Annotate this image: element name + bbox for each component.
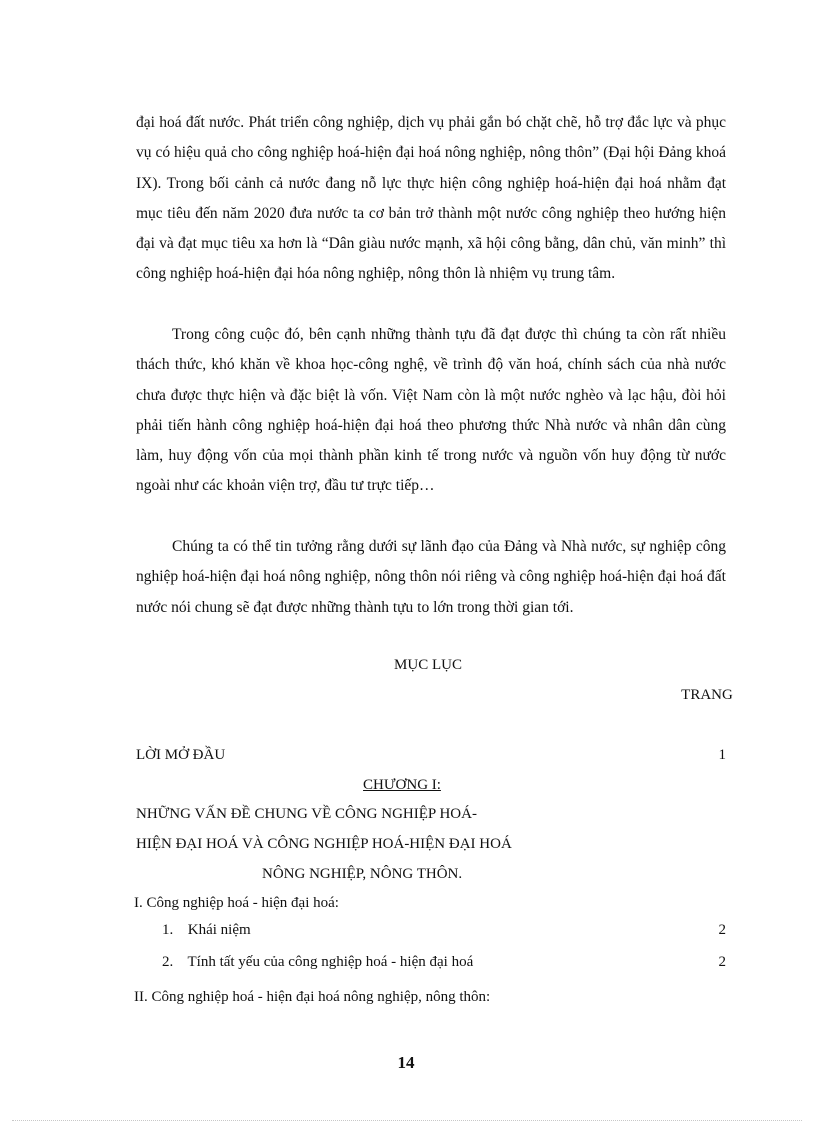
toc-entry-page: 2 [718, 922, 726, 938]
page-number: 14 [397, 1053, 415, 1072]
toc-entry [162, 947, 726, 977]
toc-heading: MỤC LỤC [394, 657, 462, 673]
toc-section-heading: II. Công nghiệp hoá - hiện đại hoá nông nghiệp, nông thôn: [134, 989, 491, 1005]
chapter-title: CHƯƠNG I: [363, 777, 441, 793]
toc-entry-label: Tính tất yếu của công nghiệp hoá - hiện đại hoá [187, 954, 474, 970]
toc-entry-page: 2 [718, 954, 726, 970]
chapter-subtitle-line: HIỆN ĐẠI HOÁ VÀ CÔNG NGHIỆP HOÁ-HIỆN ĐẠI HOÁ [136, 836, 512, 852]
toc-entry-number: 2. [162, 954, 174, 970]
toc-entry-label: Khái niệm [187, 922, 251, 938]
toc-entry-intro [136, 740, 726, 770]
body-paragraph: Chúng ta có thể tin tưởng rằng dưới sự lãnh đạo của Đảng và Nhà nước, sự nghiệp công nghiệp hoá-hiện đại hoá nông nghiệp, nông thôn nói riêng và công nghiệp hoá-hiện đại hoá đất nước nói chung sẽ đạt được những thành tựu to lớn trong thời gian tới. [136, 538, 726, 616]
toc-entry-label: LỜI MỞ ĐẦU [136, 747, 226, 763]
chapter-subtitle-line: NHỮNG VẤN ĐỀ CHUNG VỀ CÔNG NGHIỆP HOÁ- [136, 806, 477, 822]
chapter-subtitle-line: NÔNG NGHIỆP, NÔNG THÔN. [262, 866, 463, 882]
toc-page-column-label: TRANG [681, 687, 733, 703]
body-paragraph: đại hoá đất nước. Phát triển công nghiệp, dịch vụ phải gắn bó chặt chẽ, hỗ trợ đắc lực và phục vụ có hiệu quả cho công nghiệp hoá-hiện đại hoá nông nghiệp, nông thôn” (Đại hội Đảng khoá IX). Trong bối cảnh cả nước đang nỗ lực thực hiện công nghiệp hoá-hiện đại hoá nhằm đạt mục tiêu đến năm 2020 đưa nước ta cơ bản trở thành một nước công nghiệp theo hướng hiện đại và đạt mục tiêu xa hơn là “Dân giàu nước mạnh, xã hội công bằng, dân chủ, văn minh” thì công nghiệp hoá-hiện đại hóa nông nghiệp, nông thôn là nhiệm vụ trung tâm. [136, 114, 726, 283]
page-bottom-border [12, 1120, 802, 1121]
toc-entry [162, 915, 726, 945]
toc-entry-number: 1. [162, 922, 174, 938]
body-paragraph: Trong công cuộc đó, bên cạnh những thành tựu đã đạt được thì chúng ta còn rất nhiều thách thức, khó khăn về khoa học-công nghệ, về trình độ văn hoá, chính sách của nhà nước chưa được thực hiện và đặc biệt là vốn. Việt Nam còn là một nước nghèo và lạc hậu, đòi hỏi phải tiến hành công nghiệp hoá-hiện đại hoá theo phương thức Nhà nước và nhân dân cùng làm, huy động vốn của mọi thành phần kinh tế trong nước và nguồn vốn huy động từ nước ngoài như các khoản viện trợ, đầu tư trực tiếp… [136, 326, 726, 495]
toc-entry-page: 1 [718, 747, 726, 763]
toc-section-heading: I. Công nghiệp hoá - hiện đại hoá: [134, 895, 339, 911]
